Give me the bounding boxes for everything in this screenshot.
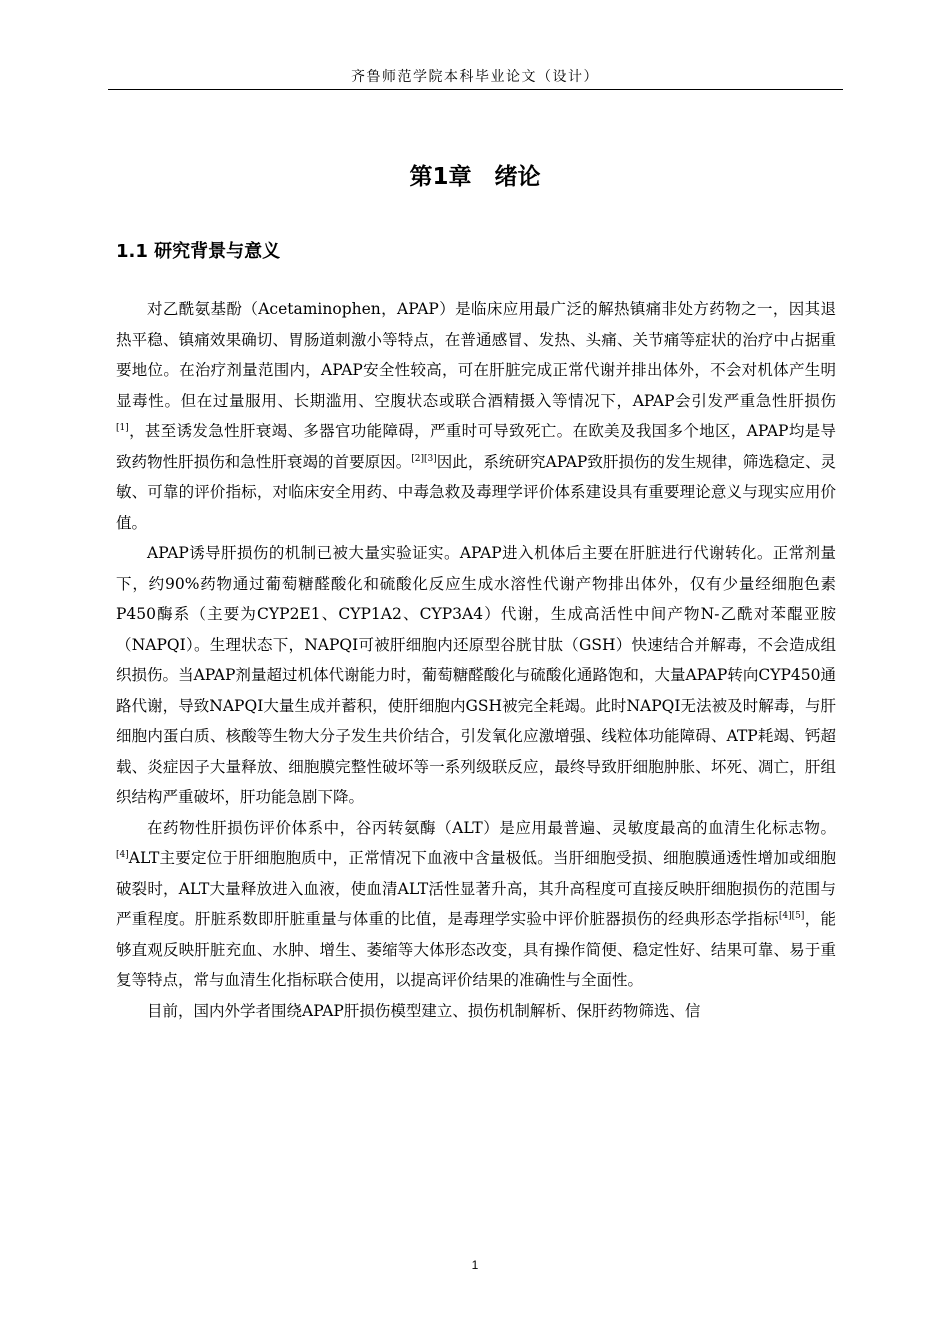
chapter-title: 第1章 绪论	[409, 164, 541, 190]
paragraph-2	[116, 538, 836, 813]
citation: [1]	[116, 423, 129, 433]
header-divider	[108, 89, 843, 90]
paragraph-1	[116, 294, 836, 538]
paragraph-text: 目前，国内外学者围绕APAP肝损伤模型建立、损伤机制解析、保肝药物筛选、信	[147, 1001, 701, 1020]
citation: [4]	[116, 850, 129, 860]
running-header: 齐鲁师范学院本科毕业论文（设计）	[351, 69, 599, 85]
paragraph-3	[116, 813, 836, 996]
page-number: 1	[471, 1258, 479, 1272]
paragraph-text: ，甚至诱发急性肝衰竭、多器官功能障碍，严重时可导致死亡。在欧美及我国多个地区，APAP均是导致药物性肝损伤和急性肝衰竭的首要原因。	[116, 422, 836, 471]
paragraph-text: ALT主要定位于肝细胞胞质中，正常情况下血液中含量极低。当肝细胞受损、细胞膜通透性增加或细胞破裂时，ALT大量释放进入血液，使血清ALT活性显著升高，其升高程度可直接反映肝细胞损伤的范围与严重程度。肝脏系数即肝脏重量与体重的比值，是毒理学实验中评价脏器损伤的经典形态学指标	[116, 849, 836, 928]
section-title: 1.1 研究背景与意义	[116, 241, 281, 262]
paragraph-4	[116, 996, 836, 1027]
citation: [4][5]	[778, 911, 805, 921]
citation: [2][3]	[411, 453, 437, 464]
paragraph-text: APAP诱导肝损伤的机制已被大量实验证实。APAP进入机体后主要在肝脏进行代谢转化。正常剂量下，约90%药物通过葡萄糖醛酸化和硫酸化反应生成水溶性代谢产物排出体外，仅有少量经细胞色素P450酶系（主要为CYP2E1、CYP1A2、CYP3A4）代谢，生成高活性中间产物N-乙酰对苯醌亚胺（NAPQI）。生理状态下，NAPQI可被肝细胞内还原型谷胱甘肽（GSH）快速结合并解毒，不会造成组织损伤。当APAP剂量超过机体代谢能力时，葡萄糖醛酸化与硫酸化通路饱和，大量APAP转向CYP450通路代谢，导致NAPQI大量生成并蓄积，使肝细胞内GSH被完全耗竭。此时NAPQI无法被及时解毒，与肝细胞内蛋白质、核酸等生物大分子发生共价结合，引发氧化应激增强、线粒体功能障碍、ATP耗竭、钙超载、炎症因子大量释放、细胞膜完整性破坏等一系列级联反应，最终导致肝细胞肿胀、坏死、凋亡，肝组织结构严重破坏，肝功能急剧下降。	[116, 544, 836, 806]
paragraph-text: 对乙酰氨基酚（Acetaminophen，APAP）是临床应用最广泛的解热镇痛非处方药物之一，因其退热平稳、镇痛效果确切、胃肠道刺激小等特点，在普通感冒、发热、头痛、关节痛等症状的治疗中占据重要地位。在治疗剂量范围内，APAP安全性较高，可在肝脏完成正常代谢并排出体外，不会对机体产生明显毒性。但在过量服用、长期滥用、空腹状态或联合酒精摄入等情况下，APAP会引发严重急性肝损伤	[116, 300, 836, 410]
paragraph-text: 因此，系统研究APAP致肝损伤的发生规律，筛选稳定、灵敏、可靠的评价指标，对临床安全用药、中毒急救及毒理学评价体系建设具有重要理论意义与现实应用价值。	[116, 452, 836, 532]
paragraph-text: 在药物性肝损伤评价体系中，谷丙转氨酶（ALT）是应用最普遍、灵敏度最高的血清生化标志物。	[147, 818, 836, 837]
paragraph-text: ，能够直观反映肝脏充血、水肿、增生、萎缩等大体形态改变，具有操作简便、稳定性好、结果可靠、易于重复等特点，常与血清生化指标联合使用，以提高评价结果的准确性与全面性。	[116, 910, 836, 989]
body-text	[116, 294, 836, 1026]
